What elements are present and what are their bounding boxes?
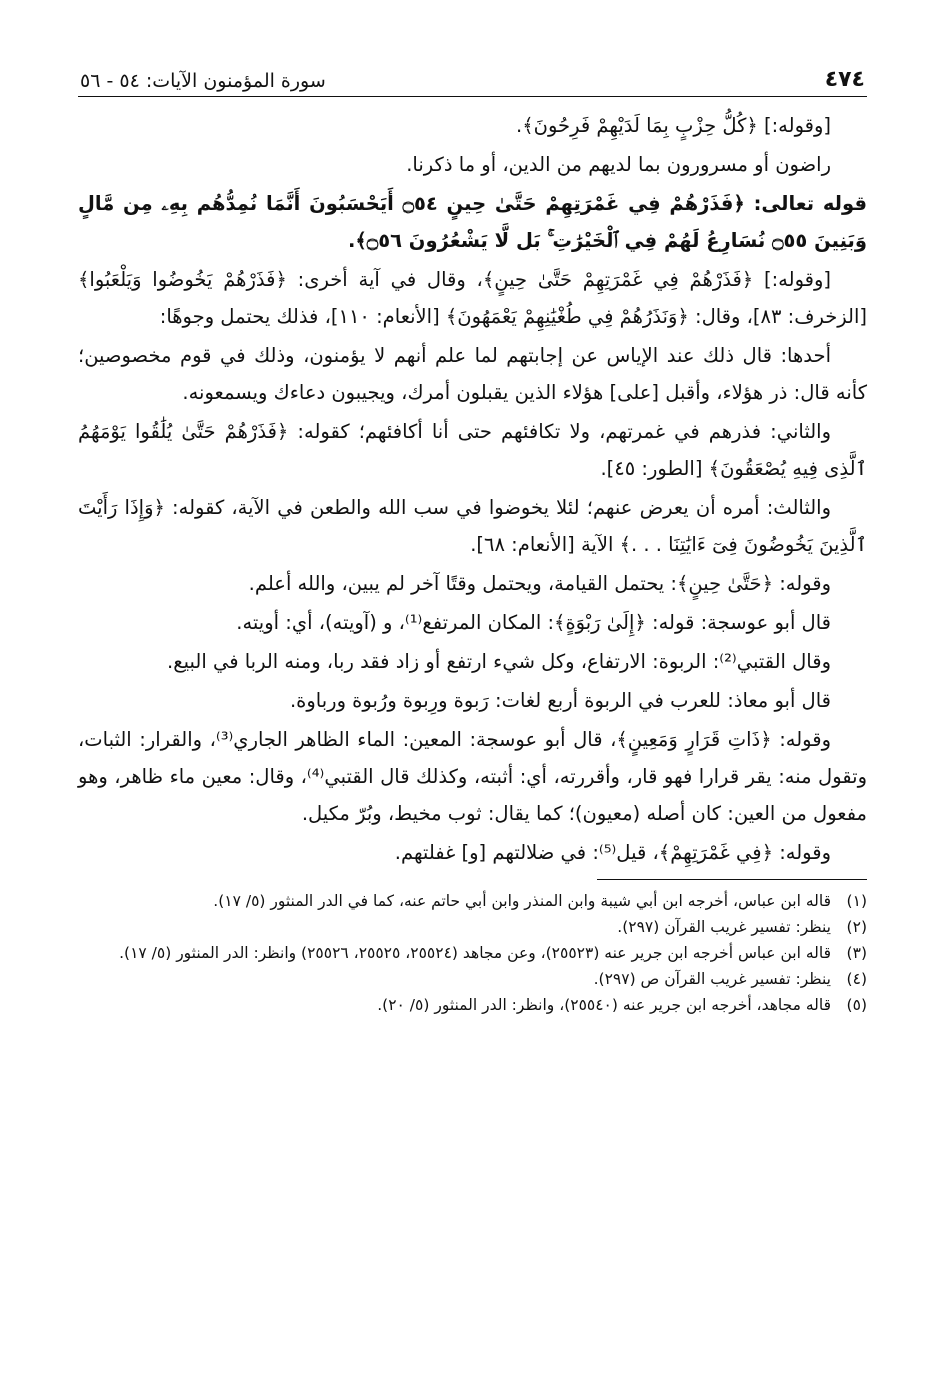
book-page bbox=[78, 58, 867, 1346]
footnote-number: (٤) bbox=[846, 970, 867, 988]
footnote-text: قاله ابن عباس، أخرجه ابن أبي شيبة وابن المنذر وابن أبي حاتم عنه، كما في الدر المنثور (٥/ ١٧). bbox=[213, 892, 831, 910]
paragraph: راضون أو مسرورون بما لديهم من الدين، أو ما ذكرنا. bbox=[406, 153, 831, 176]
footnote-number: (١) bbox=[846, 892, 867, 910]
paragraph: وقوله: ﴿ذَاتِ قَرَارٍ وَمَعِينٍ﴾، قال أبو عوسجة: المعين: الماء الظاهر الجاري⁽³⁾، والقرار: الثبات، وتقول منه: يقر قرارا فهو قار، وأقررته، أي: أثبته، وكذلك قال القتبي⁽⁴⁾، وقال: معين ماء ظاهر، وهو مفعول من العين: كان أصله (معيون)؛ كما يقال: ثوب مخيط، وبُرّ مكيل. bbox=[78, 728, 868, 825]
footnote-number: (٣) bbox=[846, 944, 867, 962]
verse-heading: قوله تعالى: ﴿فَذَرْهُمْ فِي غَمْرَتِهِمْ حَتَّىٰ حِينٍ ۝٥٤ أَيَحْسَبُونَ أَنَّمَا نُمِدُّهُم بِهِۦ مِن مَّالٍ وَبَنِينَ ۝٥٥ نُسَارِعُ لَهُمْ فِي ٱلْخَيْرَٰتِ ۚ بَل لَّا يَشْعُرُونَ ۝٥٦﴾. bbox=[78, 192, 867, 252]
paragraph: أحدها: قال ذلك عند الإياس عن إجابتهم لما علم أنهم لا يؤمنون، وذلك في قوم مخصوصين؛ كأنه قال: ذر هؤلاء، وأقبل [على] هؤلاء الذين يقبلون أمرك، ويجيبون دعاءك ويسمعونه. bbox=[78, 344, 867, 404]
paragraph: [وقوله:] ﴿فَذَرْهُمْ فِي غَمْرَتِهِمْ حَتَّىٰ حِينٍ﴾، وقال في آية أخرى: ﴿فَذَرْهُمْ يَخُوضُوا وَيَلْعَبُوا﴾ [الزخرف: ٨٣]، وقال: ﴿وَنَذَرُهُمْ فِي طُغْيَٰنِهِمْ يَعْمَهُونَ﴾ [الأنعام: ١١٠]، فذلك يحتمل وجوهًا: bbox=[78, 268, 867, 328]
footnote-text: قاله ابن عباس أخرجه ابن جرير عنه (٢٥٥٢٣)، وعن مجاهد (٢٥٥٢٤، ٢٥٥٢٥، ٢٥٥٢٦) وانظر: الدر المنثور (٥/ ١٧). bbox=[119, 944, 831, 962]
paragraph: وقوله: ﴿فِي غَمْرَتِهِمْ﴾، قيل⁽⁵⁾: في ضلالتهم [و] غفلتهم. bbox=[394, 841, 831, 864]
footnote bbox=[78, 914, 867, 940]
paragraph: وقال القتبي⁽²⁾: الربوة: الارتفاع، وكل شيء ارتفع أو زاد فقد ربا، ومنه الربا في البيع. bbox=[167, 650, 831, 673]
footnote bbox=[78, 966, 867, 992]
footnote bbox=[78, 888, 867, 914]
paragraph: قال أبو معاذ: للعرب في الربوة أربع لغات: رَبوة ورِبوة ورُبوة ورباوة. bbox=[289, 689, 831, 712]
footnote-number: (٥) bbox=[846, 996, 867, 1014]
paragraph: [وقوله:] ﴿كُلُّ حِزْبٍ بِمَا لَدَيْهِمْ فَرِحُونَ﴾. bbox=[516, 114, 831, 137]
footnote bbox=[78, 940, 867, 966]
paragraph: وقوله: ﴿حَتَّىٰ حِينٍ﴾: يحتمل القيامة، ويحتمل وقتًا آخر لم يبين، والله أعلم. bbox=[248, 572, 831, 595]
footnote-number: (٢) bbox=[846, 918, 867, 936]
footnote-divider bbox=[597, 879, 867, 880]
page-number: ٤٧٤ bbox=[824, 67, 865, 92]
footnote bbox=[78, 992, 867, 1018]
paragraph: والثالث: أمره أن يعرض عنهم؛ لئلا يخوضوا في سب الله والطعن في الآية، كقوله: ﴿وَإِذَا رَأَيْتَ ٱلَّذِينَ يَخُوضُونَ فِىٓ ءَايَٰتِنَا . . .﴾ الآية [الأنعام: ٦٨]. bbox=[78, 496, 867, 556]
main-text bbox=[78, 107, 867, 871]
footnote-text: ينظر: تفسير غريب القرآن (٢٩٧). bbox=[617, 918, 831, 936]
paragraph: والثاني: فذرهم في غمرتهم، ولا تكافئهم حتى أنا أكافئهم؛ كقوله: ﴿فَذَرْهُمْ حَتَّىٰ يُلَٰقُوا يَوْمَهُمُ ٱلَّذِى فِيهِ يُصْعَقُونَ﴾ [الطور: ٤٥]. bbox=[78, 420, 867, 480]
footnotes bbox=[78, 888, 867, 1018]
paragraph: قال أبو عوسجة: قوله: ﴿إِلَىٰ رَبْوَةٍ﴾: المكان المرتفع⁽¹⁾، و (آويته)، أي: أويته. bbox=[236, 611, 831, 634]
chapter-title: سورة المؤمنون الآيات: ٥٤ - ٥٦ bbox=[80, 70, 326, 92]
footnote-text: ينظر: تفسير غريب القرآن ص (٢٩٧). bbox=[593, 970, 831, 988]
footnote-text: قاله مجاهد، أخرجه ابن جرير عنه (٢٥٥٤٠)، وانظر: الدر المنثور (٥/ ٢٠). bbox=[377, 996, 831, 1014]
running-head bbox=[78, 58, 867, 97]
